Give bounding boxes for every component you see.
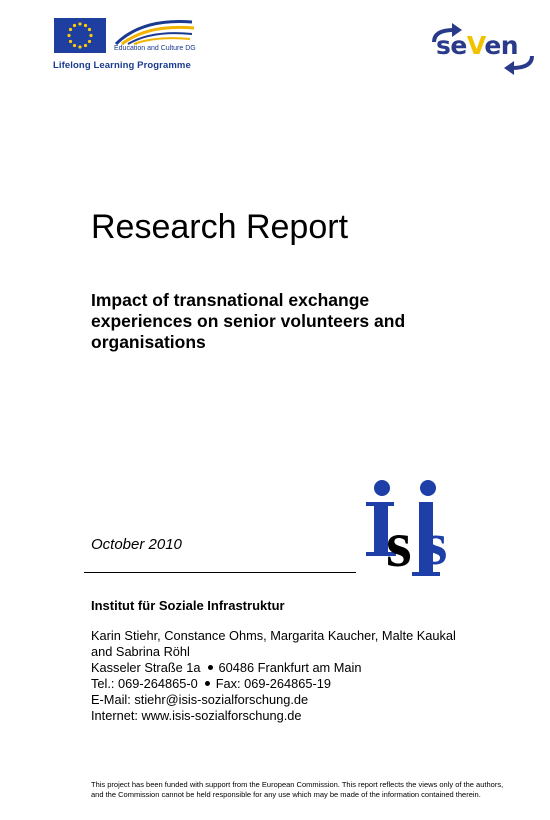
city: 60486 Frankfurt am Main — [218, 660, 362, 675]
funding-disclaimer: This project has been funded with support from the European Commission. This report reflects the views only of the authors, and the Commission cannot be held responsible for any use which may be made of the information contained therein. — [91, 780, 504, 799]
bullet-icon — [205, 681, 210, 686]
divider-line — [84, 572, 356, 573]
email-line: E-Mail: stiehr@isis-sozialforschung.de — [91, 692, 309, 707]
address-line — [91, 660, 491, 676]
institute-name: Institut für Soziale Infrastruktur — [91, 598, 285, 613]
programme-label: Lifelong Learning Programme — [53, 60, 191, 71]
authors-line-2: and Sabrina Röhl — [91, 644, 190, 659]
bullet-icon — [208, 665, 213, 670]
svg-text:s: s — [424, 511, 448, 576]
education-culture-arcs-icon — [112, 14, 196, 48]
svg-text:s: s — [386, 508, 412, 576]
phone-line — [91, 676, 491, 692]
contact-block — [91, 628, 491, 724]
seven-logo-text: seVen — [436, 31, 519, 60]
isis-logo — [362, 476, 462, 576]
dg-label: Education and Culture DG — [114, 45, 196, 52]
telephone: Tel.: 069-264865-0 — [91, 676, 198, 691]
eu-stars-icon — [54, 18, 106, 53]
internet-line: Internet: www.isis-sozialforschung.de — [91, 708, 302, 723]
report-subtitle: Impact of transnational exchange experiences on senior volunteers and organisations — [91, 290, 406, 352]
fax: Fax: 069-264865-19 — [215, 676, 331, 691]
report-title: Research Report — [91, 208, 349, 246]
seven-logo — [424, 14, 542, 80]
eu-flag-logo — [54, 18, 106, 53]
authors-line-1: Karin Stiehr, Constance Ohms, Margarita Kaucher, Malte Kaukal — [91, 628, 456, 643]
street: Kasseler Straße 1a — [91, 660, 201, 675]
report-date: October 2010 — [91, 536, 182, 553]
